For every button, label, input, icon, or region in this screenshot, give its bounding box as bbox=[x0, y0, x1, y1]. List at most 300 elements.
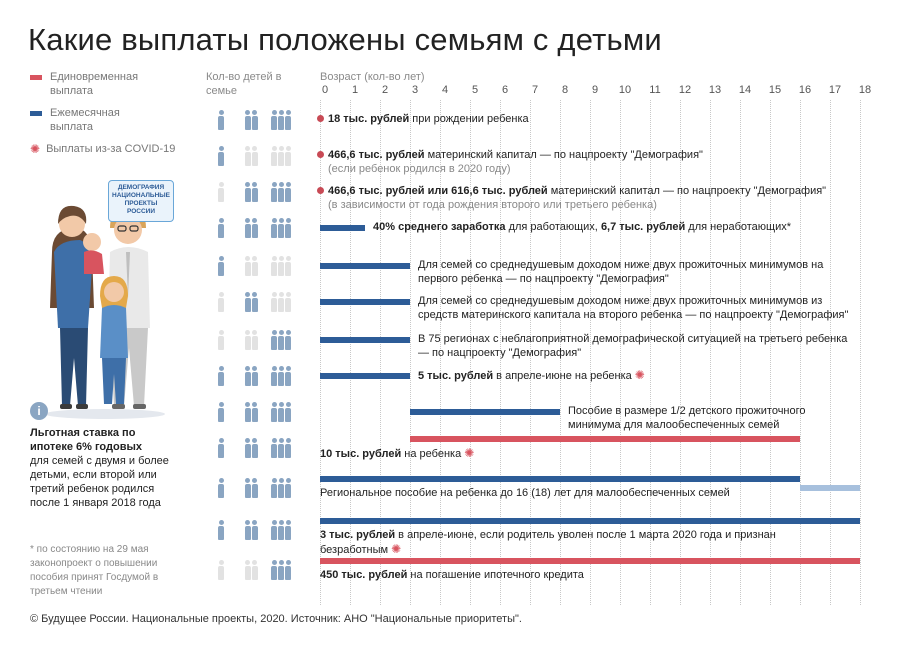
child-icon bbox=[252, 218, 258, 238]
child-icon-head bbox=[219, 402, 224, 407]
child-icon bbox=[271, 110, 277, 130]
child-icon bbox=[218, 292, 224, 312]
x-tick-label: 8 bbox=[561, 84, 569, 96]
child-icon-head bbox=[219, 520, 224, 525]
child-icon-body bbox=[218, 116, 224, 130]
child-icon bbox=[271, 182, 277, 202]
child-icon-head bbox=[286, 218, 291, 223]
child-icon-head bbox=[286, 330, 291, 335]
kids-icons bbox=[206, 292, 298, 312]
x-tick-label: 15 bbox=[768, 84, 782, 96]
child-icon bbox=[245, 520, 251, 540]
child-icon-head bbox=[245, 110, 250, 115]
legend-onetime bbox=[30, 70, 145, 98]
child-icon-body bbox=[218, 372, 224, 386]
kids-group-3 bbox=[266, 110, 296, 130]
child-icon-body bbox=[218, 336, 224, 350]
child-icon-head bbox=[252, 520, 257, 525]
child-icon bbox=[245, 560, 251, 580]
payment-text: материнский капитал — по нацпроекту "Демография" bbox=[424, 149, 703, 161]
child-icon bbox=[245, 366, 251, 386]
kids-icons bbox=[206, 218, 298, 238]
child-icon bbox=[271, 560, 277, 580]
child-icon bbox=[285, 560, 291, 580]
child-icon bbox=[285, 292, 291, 312]
payment-bar bbox=[320, 518, 860, 524]
child-icon bbox=[218, 182, 224, 202]
kids-group-3 bbox=[266, 182, 296, 202]
kids-group-2 bbox=[236, 182, 266, 202]
child-icon bbox=[218, 146, 224, 166]
child-icon-head bbox=[286, 256, 291, 261]
x-tick-label: 16 bbox=[798, 84, 812, 96]
payment-description bbox=[568, 404, 860, 432]
child-icon-body bbox=[278, 444, 284, 458]
onetime-dot bbox=[317, 187, 324, 194]
child-icon-body bbox=[252, 372, 258, 386]
child-icon-head bbox=[252, 146, 257, 151]
child-icon bbox=[285, 146, 291, 166]
age-header: Возраст (кол-во лет) bbox=[320, 71, 425, 83]
kids-icons bbox=[206, 520, 298, 540]
x-tick-label: 10 bbox=[618, 84, 632, 96]
child-icon-head bbox=[286, 560, 291, 565]
child-icon bbox=[252, 366, 258, 386]
payment-text: Для семей со среднедушевым доходом ниже двух прожиточных минимумов из средств материнского капитала на второго ребенка — по нацпроекту "Демография" bbox=[418, 295, 849, 321]
child-icon-body bbox=[245, 298, 251, 312]
kids-group-2 bbox=[236, 560, 266, 580]
child-icon bbox=[245, 218, 251, 238]
child-icon-head bbox=[219, 438, 224, 443]
child-icon-body bbox=[252, 116, 258, 130]
kids-icons bbox=[206, 478, 298, 498]
child-icon bbox=[285, 402, 291, 422]
covid-icon: ✺ bbox=[30, 142, 41, 156]
child-icon-body bbox=[218, 526, 224, 540]
child-icon bbox=[285, 330, 291, 350]
payment-description bbox=[320, 446, 860, 461]
child-icon-body bbox=[245, 484, 251, 498]
payment-description bbox=[418, 258, 860, 286]
child-icon bbox=[278, 478, 284, 498]
child-icon-head bbox=[252, 438, 257, 443]
child-icon-body bbox=[218, 224, 224, 238]
child-icon-head bbox=[245, 520, 250, 525]
child-icon-head bbox=[286, 438, 291, 443]
legend-monthly-label: Ежемесячная выплата bbox=[50, 107, 120, 133]
payment-text: материнский капитал — по нацпроекту "Демография" bbox=[547, 185, 827, 197]
child-icon bbox=[271, 146, 277, 166]
kids-group-2 bbox=[236, 366, 266, 386]
legend-monthly bbox=[30, 106, 145, 134]
child-icon-body bbox=[278, 152, 284, 166]
child-icon-body bbox=[285, 372, 291, 386]
x-tick-label: 6 bbox=[501, 84, 509, 96]
child-icon bbox=[218, 520, 224, 540]
payment-amount-2: 6,7 тыс. рублей bbox=[600, 221, 686, 233]
badge-line-2: НАЦИОНАЛЬНЫЕ bbox=[112, 192, 170, 199]
legend-covid bbox=[30, 142, 175, 156]
child-icon-head bbox=[252, 292, 257, 297]
child-icon-head bbox=[279, 478, 284, 483]
footnote: * по состоянию на 29 мая законопроект о повышении пособия принят Госдумой в третьем чтении bbox=[30, 544, 159, 597]
child-icon bbox=[271, 256, 277, 276]
child-icon bbox=[278, 330, 284, 350]
child-icon-body bbox=[218, 408, 224, 422]
child-icon-head bbox=[219, 182, 224, 187]
child-icon bbox=[271, 292, 277, 312]
monthly-swatch bbox=[30, 111, 42, 116]
child-icon bbox=[252, 520, 258, 540]
child-icon-body bbox=[285, 262, 291, 276]
child-icon-body bbox=[278, 484, 284, 498]
child-icon bbox=[245, 330, 251, 350]
child-icon-body bbox=[271, 444, 277, 458]
child-icon-head bbox=[279, 218, 284, 223]
child-icon bbox=[271, 366, 277, 386]
child-icon-body bbox=[245, 566, 251, 580]
child-icon-head bbox=[286, 110, 291, 115]
child-icon-body bbox=[271, 566, 277, 580]
child-icon bbox=[285, 256, 291, 276]
child-icon-body bbox=[252, 408, 258, 422]
x-tick-label: 18 bbox=[858, 84, 872, 96]
payment-subnote: (в зависимости от года рождения второго или третьего ребенка) bbox=[328, 199, 657, 211]
payment-text: Пособие в размере 1/2 детского прожиточного минимума для малообеспеченных семей bbox=[568, 405, 806, 431]
kids-group-2 bbox=[236, 292, 266, 312]
child-icon-head bbox=[279, 402, 284, 407]
child-icon-head bbox=[272, 560, 277, 565]
kids-icons bbox=[206, 560, 298, 580]
child-icon-body bbox=[252, 152, 258, 166]
child-icon bbox=[245, 146, 251, 166]
kids-group-2 bbox=[236, 520, 266, 540]
payment-amount: 466,6 тыс. рублей или 616,6 тыс. рублей bbox=[328, 185, 548, 197]
child-icon-body bbox=[285, 224, 291, 238]
payment-amount: 450 тыс. рублей bbox=[320, 569, 408, 581]
child-icon-head bbox=[245, 560, 250, 565]
child-icon-head bbox=[245, 182, 250, 187]
child-icon-body bbox=[252, 484, 258, 498]
child-icon bbox=[218, 402, 224, 422]
payment-subnote: (если ребенок родился в 2020 году) bbox=[328, 163, 511, 175]
payment-bar bbox=[320, 263, 410, 269]
child-icon-body bbox=[278, 116, 284, 130]
child-icon bbox=[245, 256, 251, 276]
child-icon-body bbox=[271, 526, 277, 540]
child-icon-body bbox=[285, 298, 291, 312]
child-icon-head bbox=[272, 146, 277, 151]
child-icon-head bbox=[286, 182, 291, 187]
child-icon bbox=[271, 218, 277, 238]
child-icon-body bbox=[218, 262, 224, 276]
kids-group-3 bbox=[266, 330, 296, 350]
child-icon bbox=[271, 478, 277, 498]
child-icon-head bbox=[252, 366, 257, 371]
x-tick-label: 14 bbox=[738, 84, 752, 96]
child-icon-head bbox=[252, 478, 257, 483]
child-icon bbox=[278, 438, 284, 458]
badge-line-4: РОССИИ bbox=[126, 208, 156, 215]
child-icon-body bbox=[271, 224, 277, 238]
child-icon-head bbox=[245, 292, 250, 297]
child-icon-body bbox=[218, 444, 224, 458]
kids-group-1 bbox=[206, 182, 236, 202]
child-icon-body bbox=[271, 116, 277, 130]
child-icon bbox=[252, 560, 258, 580]
child-icon-head bbox=[245, 146, 250, 151]
covid-icon: ✺ bbox=[464, 446, 475, 460]
child-icon bbox=[271, 330, 277, 350]
child-icon-body bbox=[285, 336, 291, 350]
mortgage-note bbox=[30, 426, 180, 510]
kids-group-2 bbox=[236, 256, 266, 276]
child-icon-body bbox=[245, 188, 251, 202]
child-icon-body bbox=[218, 188, 224, 202]
child-icon bbox=[245, 110, 251, 130]
child-icon-body bbox=[218, 484, 224, 498]
kids-group-3 bbox=[266, 478, 296, 498]
child-icon-body bbox=[218, 566, 224, 580]
child-icon-head bbox=[252, 560, 257, 565]
payment-text: В 75 регионах с неблагоприятной демографической ситуацией на третьего ребенка — по нацпроекту "Демография" bbox=[418, 333, 848, 359]
x-tick-label: 4 bbox=[441, 84, 449, 96]
child-icon-head bbox=[272, 292, 277, 297]
kids-group-1 bbox=[206, 366, 236, 386]
child-icon-body bbox=[245, 526, 251, 540]
child-icon bbox=[252, 146, 258, 166]
child-icon bbox=[218, 110, 224, 130]
child-icon-body bbox=[252, 444, 258, 458]
child-icon bbox=[278, 366, 284, 386]
x-tick-label: 0 bbox=[321, 84, 329, 96]
child-icon-head bbox=[219, 256, 224, 261]
payment-description bbox=[328, 148, 860, 176]
child-icon-head bbox=[272, 402, 277, 407]
child-icon-head bbox=[252, 330, 257, 335]
payment-bar bbox=[320, 337, 410, 343]
onetime-dot bbox=[317, 115, 324, 122]
kids-icons bbox=[206, 402, 298, 422]
child-icon-body bbox=[285, 484, 291, 498]
child-icon-head bbox=[286, 520, 291, 525]
kids-group-1 bbox=[206, 146, 236, 166]
kids-icons bbox=[206, 256, 298, 276]
child-icon-head bbox=[272, 478, 277, 483]
child-icon bbox=[245, 182, 251, 202]
kids-group-1 bbox=[206, 560, 236, 580]
kids-group-1 bbox=[206, 110, 236, 130]
kids-group-3 bbox=[266, 520, 296, 540]
payment-description bbox=[418, 368, 860, 383]
payment-amount: 5 тыс. рублей bbox=[418, 370, 494, 382]
child-icon-body bbox=[252, 262, 258, 276]
child-icon bbox=[252, 256, 258, 276]
onetime-dot bbox=[317, 151, 324, 158]
x-tick-label: 5 bbox=[471, 84, 479, 96]
payment-text: Для семей со среднедушевым доходом ниже двух прожиточных минимумов на первого ребенка — по нацпроекту "Демография" bbox=[418, 259, 824, 285]
child-icon-body bbox=[271, 372, 277, 386]
child-icon-head bbox=[279, 366, 284, 371]
child-icon-body bbox=[252, 336, 258, 350]
child-icon-head bbox=[272, 366, 277, 371]
kids-header: Кол-во детей в семье bbox=[206, 71, 282, 97]
child-icon-body bbox=[245, 116, 251, 130]
child-icon bbox=[218, 560, 224, 580]
child-icon bbox=[278, 110, 284, 130]
child-icon-head bbox=[286, 292, 291, 297]
kids-group-2 bbox=[236, 218, 266, 238]
child-icon-body bbox=[285, 444, 291, 458]
kids-group-2 bbox=[236, 146, 266, 166]
kids-icons bbox=[206, 182, 298, 202]
child-icon-head bbox=[219, 218, 224, 223]
child-icon-body bbox=[252, 188, 258, 202]
kids-group-1 bbox=[206, 330, 236, 350]
child-icon bbox=[218, 478, 224, 498]
child-icon-body bbox=[271, 262, 277, 276]
child-icon-head bbox=[272, 256, 277, 261]
child-icon bbox=[278, 292, 284, 312]
child-icon-head bbox=[272, 330, 277, 335]
child-icon bbox=[252, 330, 258, 350]
payment-text: на ребенка bbox=[401, 448, 462, 460]
child-icon-head bbox=[245, 218, 250, 223]
child-icon bbox=[252, 478, 258, 498]
child-icon bbox=[278, 218, 284, 238]
payment-description bbox=[320, 486, 860, 500]
x-tick-label: 9 bbox=[591, 84, 599, 96]
payment-bar bbox=[320, 299, 410, 305]
legend-onetime-label: Единовременная выплата bbox=[50, 71, 139, 97]
child-icon-head bbox=[286, 478, 291, 483]
kids-icons bbox=[206, 146, 298, 166]
x-tick-label: 11 bbox=[649, 84, 661, 96]
child-icon-head bbox=[272, 182, 277, 187]
payment-amount: 18 тыс. рублей bbox=[328, 113, 410, 125]
payment-description bbox=[328, 184, 860, 212]
onetime-swatch bbox=[30, 75, 42, 80]
payment-bar bbox=[410, 409, 560, 415]
kids-group-1 bbox=[206, 478, 236, 498]
child-icon-body bbox=[245, 152, 251, 166]
child-icon bbox=[278, 560, 284, 580]
child-icon bbox=[218, 218, 224, 238]
child-icon-body bbox=[285, 116, 291, 130]
child-icon-body bbox=[271, 152, 277, 166]
child-icon-body bbox=[245, 408, 251, 422]
child-icon-head bbox=[279, 520, 284, 525]
kids-group-1 bbox=[206, 402, 236, 422]
payment-amount: 3 тыс. рублей bbox=[320, 529, 396, 541]
child-icon bbox=[271, 520, 277, 540]
child-icon bbox=[278, 182, 284, 202]
child-icon bbox=[252, 438, 258, 458]
child-icon-body bbox=[278, 298, 284, 312]
child-icon-head bbox=[219, 110, 224, 115]
child-icon-body bbox=[252, 298, 258, 312]
x-tick-label: 7 bbox=[531, 84, 539, 96]
child-icon-body bbox=[252, 566, 258, 580]
child-icon-head bbox=[245, 366, 250, 371]
child-icon-body bbox=[278, 336, 284, 350]
child-icon-head bbox=[245, 402, 250, 407]
child-icon-head bbox=[279, 330, 284, 335]
kids-group-3 bbox=[266, 402, 296, 422]
child-icon bbox=[218, 366, 224, 386]
child-icon-body bbox=[252, 224, 258, 238]
child-icon-head bbox=[245, 256, 250, 261]
child-icon-head bbox=[286, 146, 291, 151]
child-icon bbox=[278, 520, 284, 540]
child-icon-body bbox=[245, 372, 251, 386]
payment-text: для работающих, bbox=[505, 221, 601, 233]
demography-badge bbox=[108, 180, 174, 222]
payment-amount: 10 тыс. рублей bbox=[320, 448, 402, 460]
kids-group-3 bbox=[266, 146, 296, 166]
child-icon bbox=[245, 438, 251, 458]
kids-group-2 bbox=[236, 110, 266, 130]
payment-text: при рождении ребенка bbox=[409, 113, 529, 125]
source-credit: © Будущее России. Национальные проекты, 2020. Источник: АНО "Национальные приоритеты". bbox=[30, 613, 522, 625]
payment-description bbox=[320, 528, 860, 557]
kids-group-1 bbox=[206, 520, 236, 540]
kids-icons bbox=[206, 438, 298, 458]
child-icon bbox=[278, 146, 284, 166]
x-tick-label: 3 bbox=[411, 84, 419, 96]
child-icon-body bbox=[278, 262, 284, 276]
child-icon-body bbox=[218, 298, 224, 312]
payment-text: на погашение ипотечного кредита bbox=[407, 569, 584, 581]
child-icon-body bbox=[271, 408, 277, 422]
child-icon-body bbox=[252, 526, 258, 540]
child-icon-body bbox=[245, 336, 251, 350]
kids-group-2 bbox=[236, 478, 266, 498]
kids-icons bbox=[206, 330, 298, 350]
x-tick-label: 13 bbox=[708, 84, 722, 96]
payment-bar bbox=[320, 558, 860, 564]
kids-group-3 bbox=[266, 438, 296, 458]
child-icon-body bbox=[285, 408, 291, 422]
child-icon bbox=[278, 256, 284, 276]
badge-line-3: ПРОЕКТЫ bbox=[124, 200, 158, 207]
mortgage-title: Льготная ставка по ипотеке 6% годовых bbox=[30, 427, 142, 453]
child-icon-head bbox=[252, 402, 257, 407]
payment-description bbox=[418, 294, 860, 322]
child-icon bbox=[271, 438, 277, 458]
child-icon bbox=[252, 402, 258, 422]
mortgage-text: для семей с двумя и более детьми, если второй или третий ребенок родился после 1 января 2018 года bbox=[30, 455, 169, 509]
legend-covid-label: Выплаты из-за COVID-19 bbox=[46, 143, 176, 155]
child-icon-body bbox=[285, 566, 291, 580]
kids-group-1 bbox=[206, 256, 236, 276]
child-icon bbox=[285, 520, 291, 540]
payment-text: Региональное пособие на ребенка до 16 (18) лет для малообеспеченных семей bbox=[320, 487, 730, 499]
child-icon-head bbox=[279, 182, 284, 187]
child-icon bbox=[285, 182, 291, 202]
payment-amount: 40% среднего заработка bbox=[373, 221, 506, 233]
payment-description bbox=[418, 332, 860, 360]
child-icon bbox=[218, 256, 224, 276]
child-icon-head bbox=[279, 256, 284, 261]
x-tick-label: 2 bbox=[381, 84, 389, 96]
payment-description bbox=[373, 220, 860, 234]
child-icon-body bbox=[271, 298, 277, 312]
child-icon bbox=[271, 402, 277, 422]
child-icon-head bbox=[245, 330, 250, 335]
child-icon-body bbox=[245, 224, 251, 238]
gridline bbox=[860, 100, 862, 605]
